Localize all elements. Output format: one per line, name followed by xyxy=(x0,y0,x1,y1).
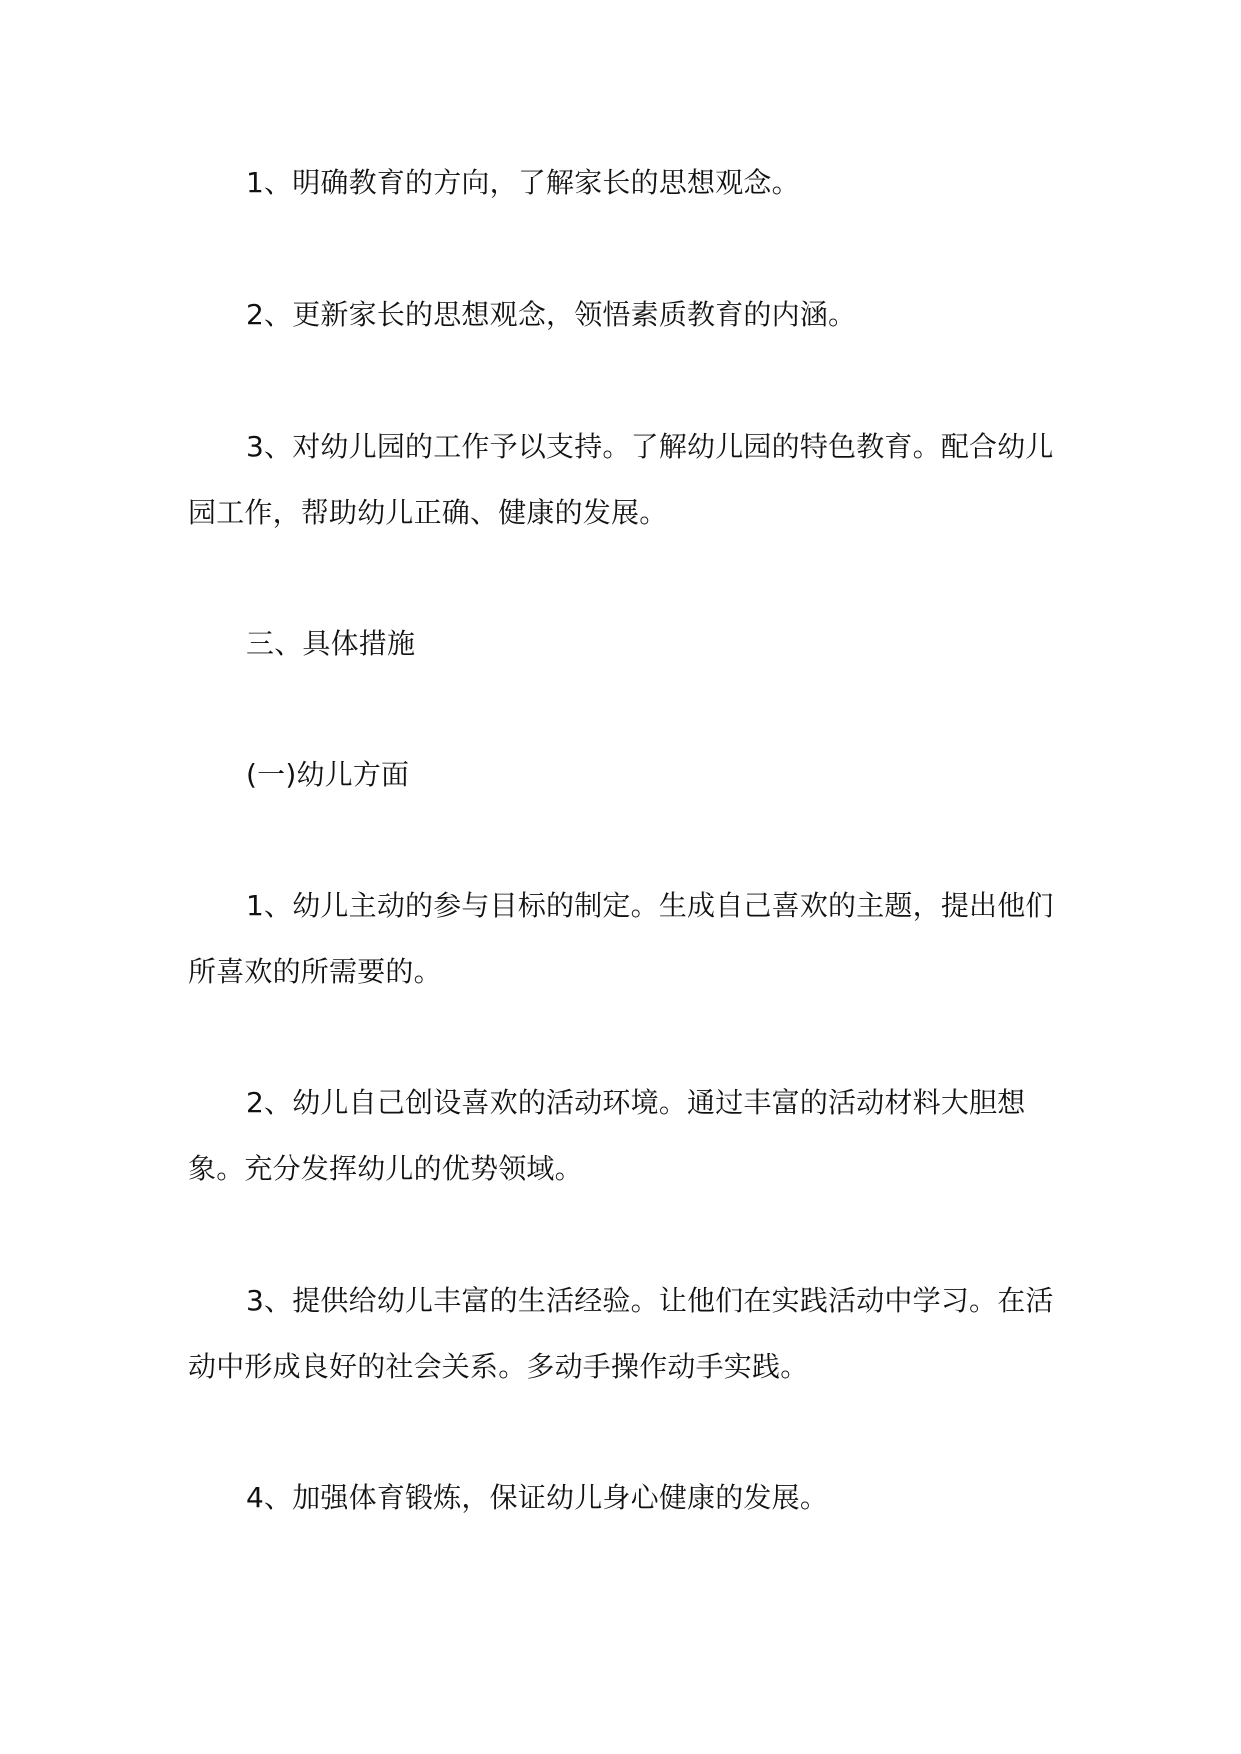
section-heading-measures: 三、具体措施 xyxy=(246,627,416,660)
paragraph-goal-3: 3、对幼儿园的工作予以支持。了解幼儿园的特色教育。配合幼儿园工作，帮助幼儿正确、健康的发展。 xyxy=(188,430,1054,529)
paragraph-measure-3: 3、提供给幼儿丰富的生活经验。让他们在实践活动中学习。在活动中形成良好的社会关系。多动手操作动手实践。 xyxy=(188,1284,1054,1383)
subsection-heading-children: (一)幼儿方面 xyxy=(246,758,410,791)
paragraph-measure-1: 1、幼儿主动的参与目标的制定。生成自己喜欢的主题，提出他们所喜欢的所需要的。 xyxy=(188,889,1054,988)
paragraph-measure-2: 2、幼儿自己创设喜欢的活动环境。通过丰富的活动材料大胆想象。充分发挥幼儿的优势领域。 xyxy=(188,1086,1026,1185)
paragraph-goal-1: 1、明确教育的方向，了解家长的思想观念。 xyxy=(246,166,800,199)
paragraph-goal-2: 2、更新家长的思想观念，领悟素质教育的内涵。 xyxy=(246,298,857,331)
paragraph-measure-4: 4、加强体育锻炼，保证幼儿身心健康的发展。 xyxy=(246,1481,829,1514)
